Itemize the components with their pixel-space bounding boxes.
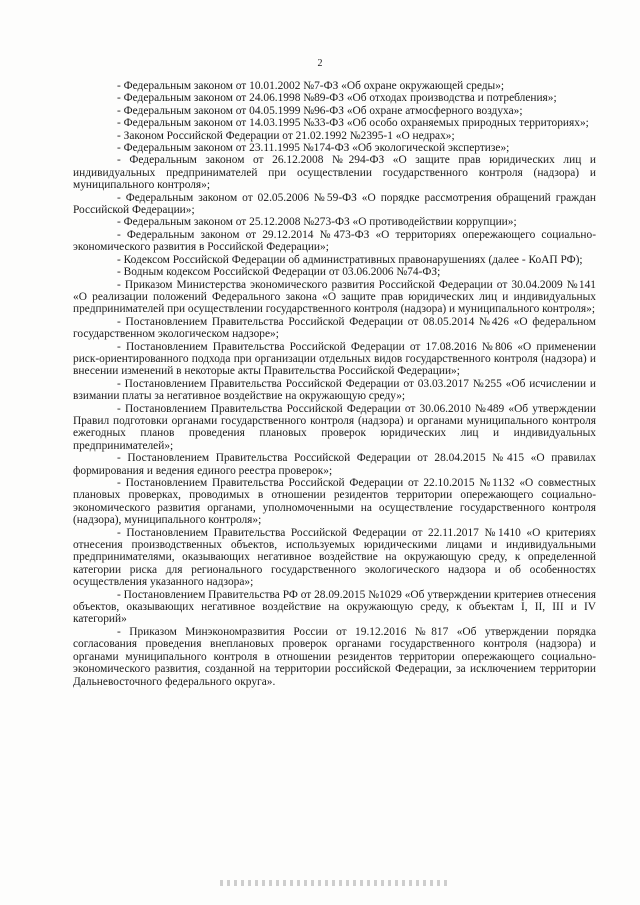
footer-scan-mark [220,880,450,886]
paragraph-item: - Федеральным законом от 10.01.2002 №7-ФЗ «Об охране окружающей среды»; [117,80,505,92]
document-body [73,80,596,688]
paragraph-item: - Федеральным законом от 24.06.1998 №89-ФЗ «Об отходах производства и потребления»; [117,92,557,105]
paragraph-item: - Федеральным законом от 14.03.1995 №33-ФЗ «Об особо охраняемых природных территориях»; [117,117,589,130]
paragraph-item: - Приказом Министерства экономического развития Российской Федерации от 30.04.2009 №141 «О реализации положений Федерального закона «О защите прав юридических лиц и индивидуальных предпринимателей при осуществлении государственного контроля (надзора) и муниципального контроля»; [73,278,596,316]
paragraph-item: - Федеральным законом от 02.05.2006 №59-ФЗ «О порядке рассмотрения обращений граждан Российской Федерации»; [73,191,596,217]
paragraph-item: - Федеральным законом от 29.12.2014 №473-ФЗ «О территориях опережающего социально-экономического развития в Российской Федерации»; [73,228,596,254]
paragraph-item: - Постановлением Правительства Российской Федерации от 17.08.2016 №806 «О применении риск-ориентированного подхода при организации отдельных видов государственного контроля (надзора) и внесении изменений в некоторые акты Правительства Российской Федерации»; [73,340,596,378]
paragraph-item: - Постановлением Правительства Российской Федерации от 30.06.2010 №489 «Об утверждении Правил подготовки органами государственного контроля (надзора) и органами муниципального контроля ежегодных планов проведения плановых проверок юридических лиц и индивидуальных предпринимателей»; [73,402,596,452]
paragraph-item: - Постановлением Правительства Российской Федерации от 03.03.2017 №255 «Об исчислении и взимании платы за негативное воздействие на окружающую среду»; [73,377,596,403]
paragraph-item: - Постановлением Правительства Российской Федерации от 22.10.2015 №1132 «О совместных плановых проверках, проводимых в отношении резидентов территории опережающего социально-экономического развития органами, уполномоченными на осуществление государственного контроля (надзора), муниципального контроля»; [73,477,596,527]
paragraph-item: - Кодексом Российской Федерации об административных правонарушениях (далее - КоАП РФ); [117,253,583,266]
paragraph-item: - Федеральным законом от 23.11.1995 №174-ФЗ «Об экологической экспертизе»; [117,142,510,155]
paragraph-item: - Законом Российской Федерации от 21.02.1992 №2395-1 «О недрах»; [117,129,455,142]
paragraph-item: - Федеральным законом от 26.12.2008 №294-ФЗ «О защите прав юридических лиц и индивидуальных предпринимателей при осуществлении государственного контроля (надзора) и муниципального контроля»; [73,154,596,192]
page-number: 2 [317,58,323,69]
paragraph-item: - Федеральным законом от 25.12.2008 №273-ФЗ «О противодействии коррупции»; [117,216,517,229]
paragraph-item: - Постановлением Правительства Российской Федерации от 08.05.2014 №426 «О федеральном государственном экологическом надзоре»; [73,315,596,341]
paragraph-item: - Водным кодексом Российской Федерации от 03.06.2006 №74-ФЗ; [117,266,441,279]
paragraph-item: - Приказом Минэкономразвития России от 19.12.2016 №817 «Об утверждении порядка согласования проведения внеплановых проверок органами государственного контроля (надзора) и органами муниципального контроля в отношении резидентов территории опережающего социально-экономического развития, созданной на территории российской Федерации, за исключением территории Дальневосточного федерального округа». [73,625,596,688]
paragraph-item: - Федеральным законом от 04.05.1999 №96-ФЗ «Об охране атмосферного воздуха»; [117,104,523,117]
paragraph-item: - Постановлением Правительства Российской Федерации от 28.04.2015 №415 «О правилах формирования и ведения единого реестра проверок»; [73,452,596,477]
paragraph-item: - Постановлением Правительства Российской Федерации от 22.11.2017 №1410 «О критериях отнесения производственных объектов, используемых юридическими лицами и индивидуальными предпринимателями, оказывающих негативное воздействие на окружающую среду, к определенной категории риска для регионального государственного экологического надзора и об особенностях осуществления указанного надзора»; [73,526,596,589]
paragraph-item: - Постановлением Правительства РФ от 28.09.2015 №1029 «Об утверждении критериев отнесения объектов, оказывающих негативное воздействие на окружающую среду, к объектам I, II, III и IV категорий» [73,588,596,626]
